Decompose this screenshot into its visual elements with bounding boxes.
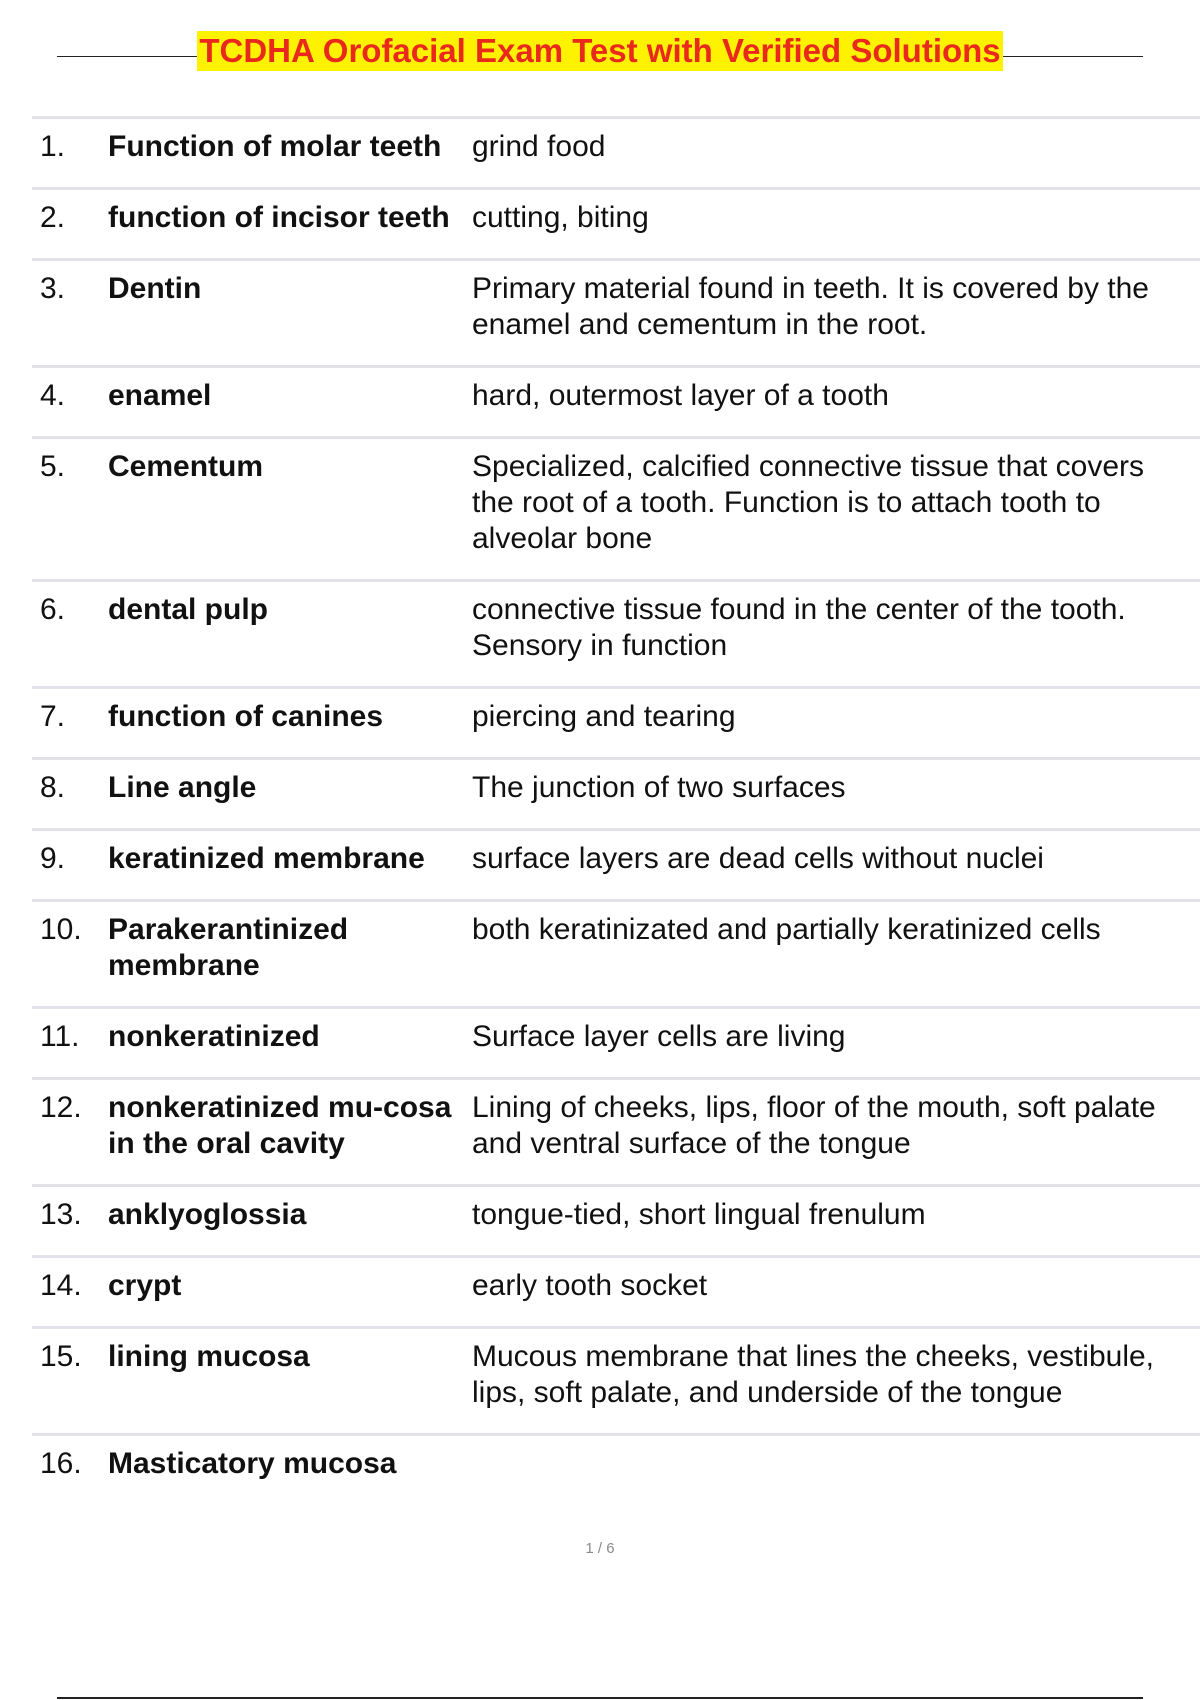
item-term: Masticatory mucosa [108,1447,397,1480]
table-row [32,688,1200,759]
item-definition: hard, outermost layer of a tooth [472,379,889,412]
item-number: 4. [40,379,66,412]
item-term: crypt [108,1269,182,1302]
page-number: 1 / 6 [585,1540,615,1557]
item-definition: early tooth socket [472,1269,708,1302]
item-term: enamel [108,379,212,412]
item-number: 2. [40,201,66,234]
table-row [32,118,1200,189]
table-row [32,1435,1200,1505]
table-row [32,260,1200,367]
item-term: Function of molar teeth [108,130,442,163]
table-row [32,189,1200,260]
item-term: Parakerantinized membrane [108,913,349,982]
item-number: 14. [40,1269,82,1302]
table-row [32,759,1200,830]
item-number: 10. [40,913,82,946]
table-row [32,1008,1200,1079]
item-number: 7. [40,700,66,733]
item-number: 16. [40,1447,82,1480]
table-row [32,901,1200,1008]
table-row [32,830,1200,901]
item-number: 6. [40,593,66,626]
item-number: 9. [40,842,66,875]
item-term: lining mucosa [108,1340,310,1373]
table-row [32,1079,1200,1186]
table-row [32,1186,1200,1257]
item-number: 13. [40,1198,82,1231]
item-number: 12. [40,1091,82,1124]
item-definition [466,1435,1200,1505]
document-title: TCDHA Orofacial Exam Test with Verified Solutions [199,32,1001,69]
title-rule-right [1003,56,1143,57]
item-definition: surface layers are dead cells without nuclei [472,842,1044,875]
footer-rule [57,1697,1143,1699]
document-header [57,30,1143,72]
table-row [32,1257,1200,1328]
item-number: 1. [40,130,66,163]
item-definition: grind food [472,130,606,163]
item-number: 8. [40,771,66,804]
item-definition: Lining of cheeks, lips, floor of the mouth, soft palate and ventral surface of the tongue [472,1091,1156,1160]
item-definition: Mucous membrane that lines the cheeks, vestibule, lips, soft palate, and underside of the tongue [472,1340,1155,1409]
item-number: 15. [40,1340,82,1373]
table-row [32,438,1200,581]
title-rule-left [57,56,197,57]
item-term: function of canines [108,700,384,733]
item-definition: piercing and tearing [472,700,736,733]
item-term: Cementum [108,450,264,483]
item-definition: cutting, biting [472,201,649,234]
item-number: 3. [40,272,66,305]
item-definition: tongue-tied, short lingual frenulum [472,1198,926,1231]
item-term: Line angle [108,771,257,804]
item-definition: Primary material found in teeth. It is covered by the enamel and cementum in the root. [472,272,1149,341]
item-definition: The junction of two surfaces [472,771,846,804]
table-row [32,1328,1200,1435]
item-term: keratinized membrane [108,842,425,875]
item-definition: connective tissue found in the center of the tooth. Sensory in function [472,593,1126,662]
item-term: dental pulp [108,593,268,626]
item-term: nonkeratinized mu-cosa in the oral cavity [108,1091,452,1160]
table-row [32,581,1200,688]
table-row [32,367,1200,438]
item-term: nonkeratinized [108,1020,320,1053]
item-definition: both keratinizated and partially keratinized cells [472,913,1101,946]
item-term: anklyoglossia [108,1198,307,1231]
flashcard-table [32,116,1200,1504]
item-term: Dentin [108,272,202,305]
item-number: 5. [40,450,66,483]
item-term: function of incisor teeth [108,201,450,234]
item-definition: Surface layer cells are living [472,1020,846,1053]
item-definition: Specialized, calcified connective tissue that covers the root of a tooth. Function is to attach tooth to alveolar bone [472,450,1145,555]
item-number: 11. [40,1020,80,1053]
